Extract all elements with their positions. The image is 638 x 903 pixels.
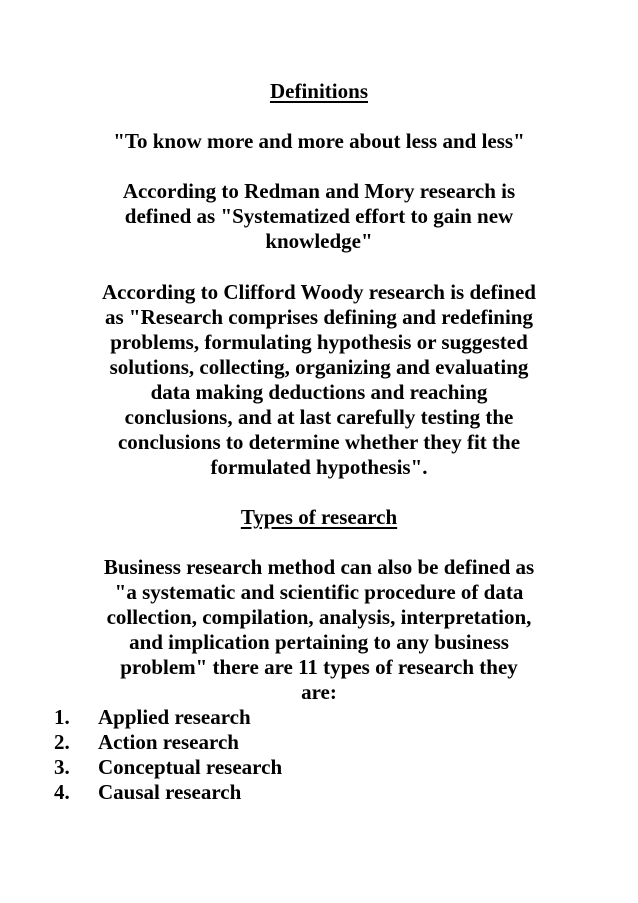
list-label: Applied research	[98, 705, 251, 729]
list-item	[54, 780, 282, 805]
intro-line: Business research method can also be defined as	[103, 555, 535, 579]
intro-line: problem" there are 11 types of research they	[120, 655, 518, 679]
list-item	[54, 755, 282, 780]
woody-line: formulated hypothesis".	[210, 455, 428, 479]
list-label: Causal research	[98, 780, 242, 804]
redman-line: knowledge"	[265, 229, 373, 253]
quote-line	[0, 129, 638, 154]
intro-line: collection, compilation, analysis, interpretation,	[106, 605, 532, 629]
woody-line: solutions, collecting, organizing and evaluating	[109, 355, 529, 379]
woody-line: data making deductions and reaching	[150, 380, 488, 404]
research-types-list	[54, 705, 282, 805]
list-label: Action research	[98, 730, 239, 754]
types-heading: Types of research	[240, 505, 398, 529]
definitions-heading: Definitions	[269, 79, 368, 103]
list-number: 3.	[54, 755, 70, 779]
list-item	[54, 730, 282, 755]
intro-line: are:	[301, 680, 337, 704]
intro-line: and implication pertaining to any business	[129, 630, 509, 654]
redman-definition	[0, 179, 638, 254]
list-number: 4.	[54, 780, 70, 804]
woody-line: conclusions to determine whether they fit the	[117, 430, 521, 454]
redman-line: defined as "Systematized effort to gain new	[124, 204, 514, 228]
list-label: Conceptual research	[98, 755, 283, 779]
woody-line: conclusions, and at last carefully testing the	[124, 405, 514, 429]
list-number: 2.	[54, 730, 70, 754]
woody-line: problems, formulating hypothesis or suggested	[110, 330, 528, 354]
woody-line: According to Clifford Woody research is defined	[102, 280, 536, 304]
list-number: 1.	[54, 705, 70, 729]
woody-line: as "Research comprises defining and redefining	[105, 305, 533, 329]
redman-line: According to Redman and Mory research is	[122, 179, 516, 203]
intro-line: "a systematic and scientific procedure of data	[114, 580, 524, 604]
list-item	[54, 705, 282, 730]
woody-definition	[0, 280, 638, 480]
types-intro	[0, 555, 638, 705]
quote-text: "To know more and more about less and less"	[113, 129, 525, 153]
